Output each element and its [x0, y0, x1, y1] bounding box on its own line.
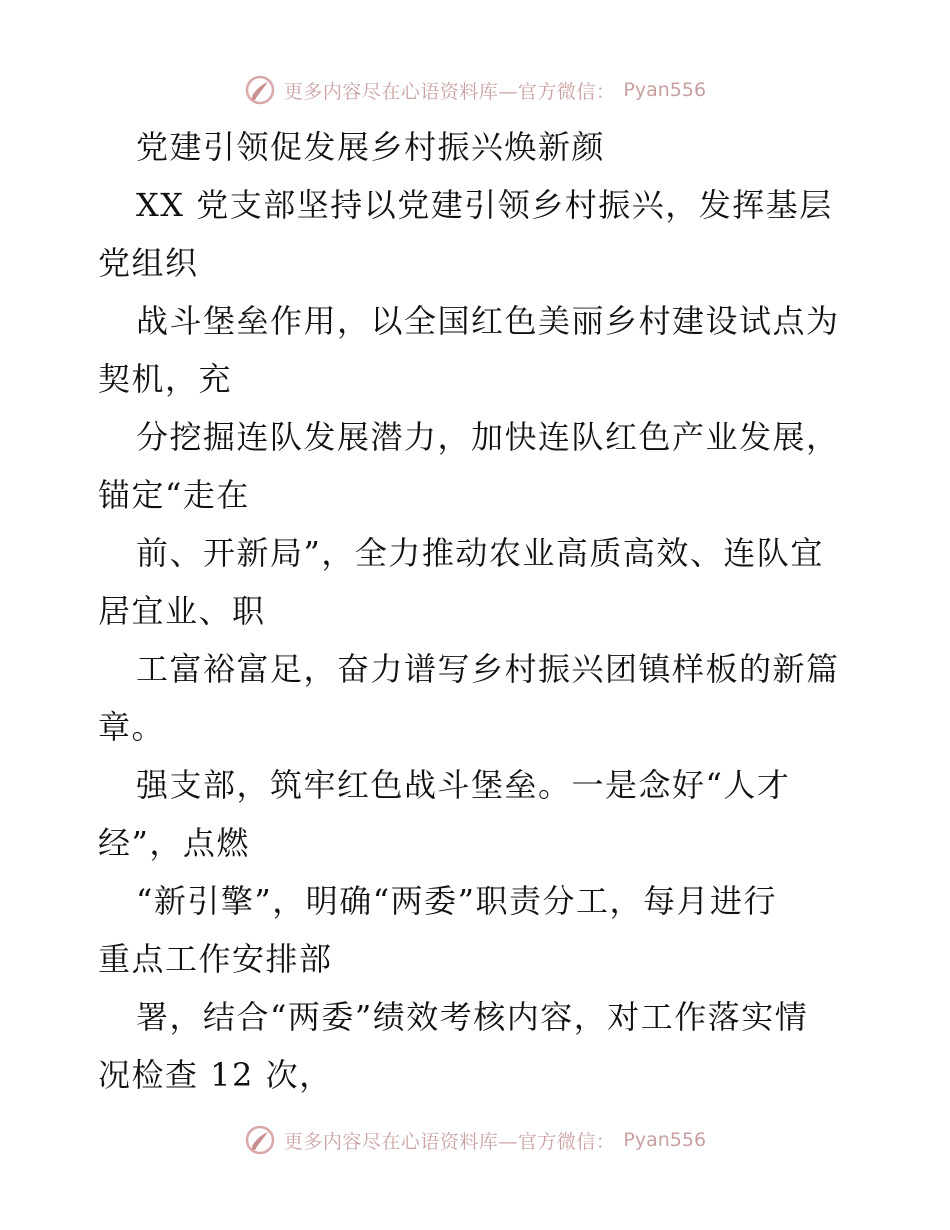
document-body: [98, 118, 858, 1104]
watermark-text: 更多内容尽在心语资料库—官方微信：: [283, 1130, 616, 1153]
paragraph-line: 战斗堡垒作用，以全国红色美丽乡村建设试点为: [136, 302, 840, 340]
paragraph-line: 党组织: [98, 244, 199, 282]
paragraph-line: “新引擎”，明确“两委”职责分工，每月进行: [136, 882, 777, 920]
footer-watermark: [0, 1120, 950, 1160]
paragraph-line: 契机，充: [98, 360, 233, 398]
paragraph-line: 重点工作安排部: [98, 940, 333, 978]
paragraph-line: 况检查 12 次，: [98, 1056, 333, 1094]
paragraph-line: 章。: [98, 708, 166, 746]
paragraph-line: 居宜业、职: [98, 592, 266, 630]
paragraph-line: 强支部，筑牢红色战斗堡垒。一是念好“人才: [136, 766, 791, 804]
paragraph-line: XX 党支部坚持以党建引领乡村振兴，发挥基层: [136, 186, 833, 224]
header-watermark: [0, 70, 950, 110]
paragraph-line: 署，结合“两委”绩效考核内容，对工作落实情: [136, 998, 809, 1036]
paragraph-line: 分挖掘连队发展潜力，加快连队红色产业发展，: [136, 418, 840, 456]
ink-brush-logo-icon: [244, 74, 276, 106]
paragraph-line: 经”，点燃: [98, 824, 250, 862]
watermark-text: 更多内容尽在心语资料库—官方微信：: [283, 80, 616, 103]
watermark-brand: Pyan556: [623, 79, 707, 101]
watermark-brand: Pyan556: [623, 1129, 707, 1151]
paragraph-line: 工富裕富足，奋力谱写乡村振兴团镇样板的新篇: [136, 650, 840, 688]
paragraph-line: 前、开新局”，全力推动农业高质高效、连队宜: [136, 534, 824, 572]
ink-brush-logo-icon: [244, 1124, 276, 1156]
document-title: 党建引领促发展乡村振兴焕新颜: [136, 128, 606, 166]
paragraph-line: 锚定“走在: [98, 476, 250, 514]
